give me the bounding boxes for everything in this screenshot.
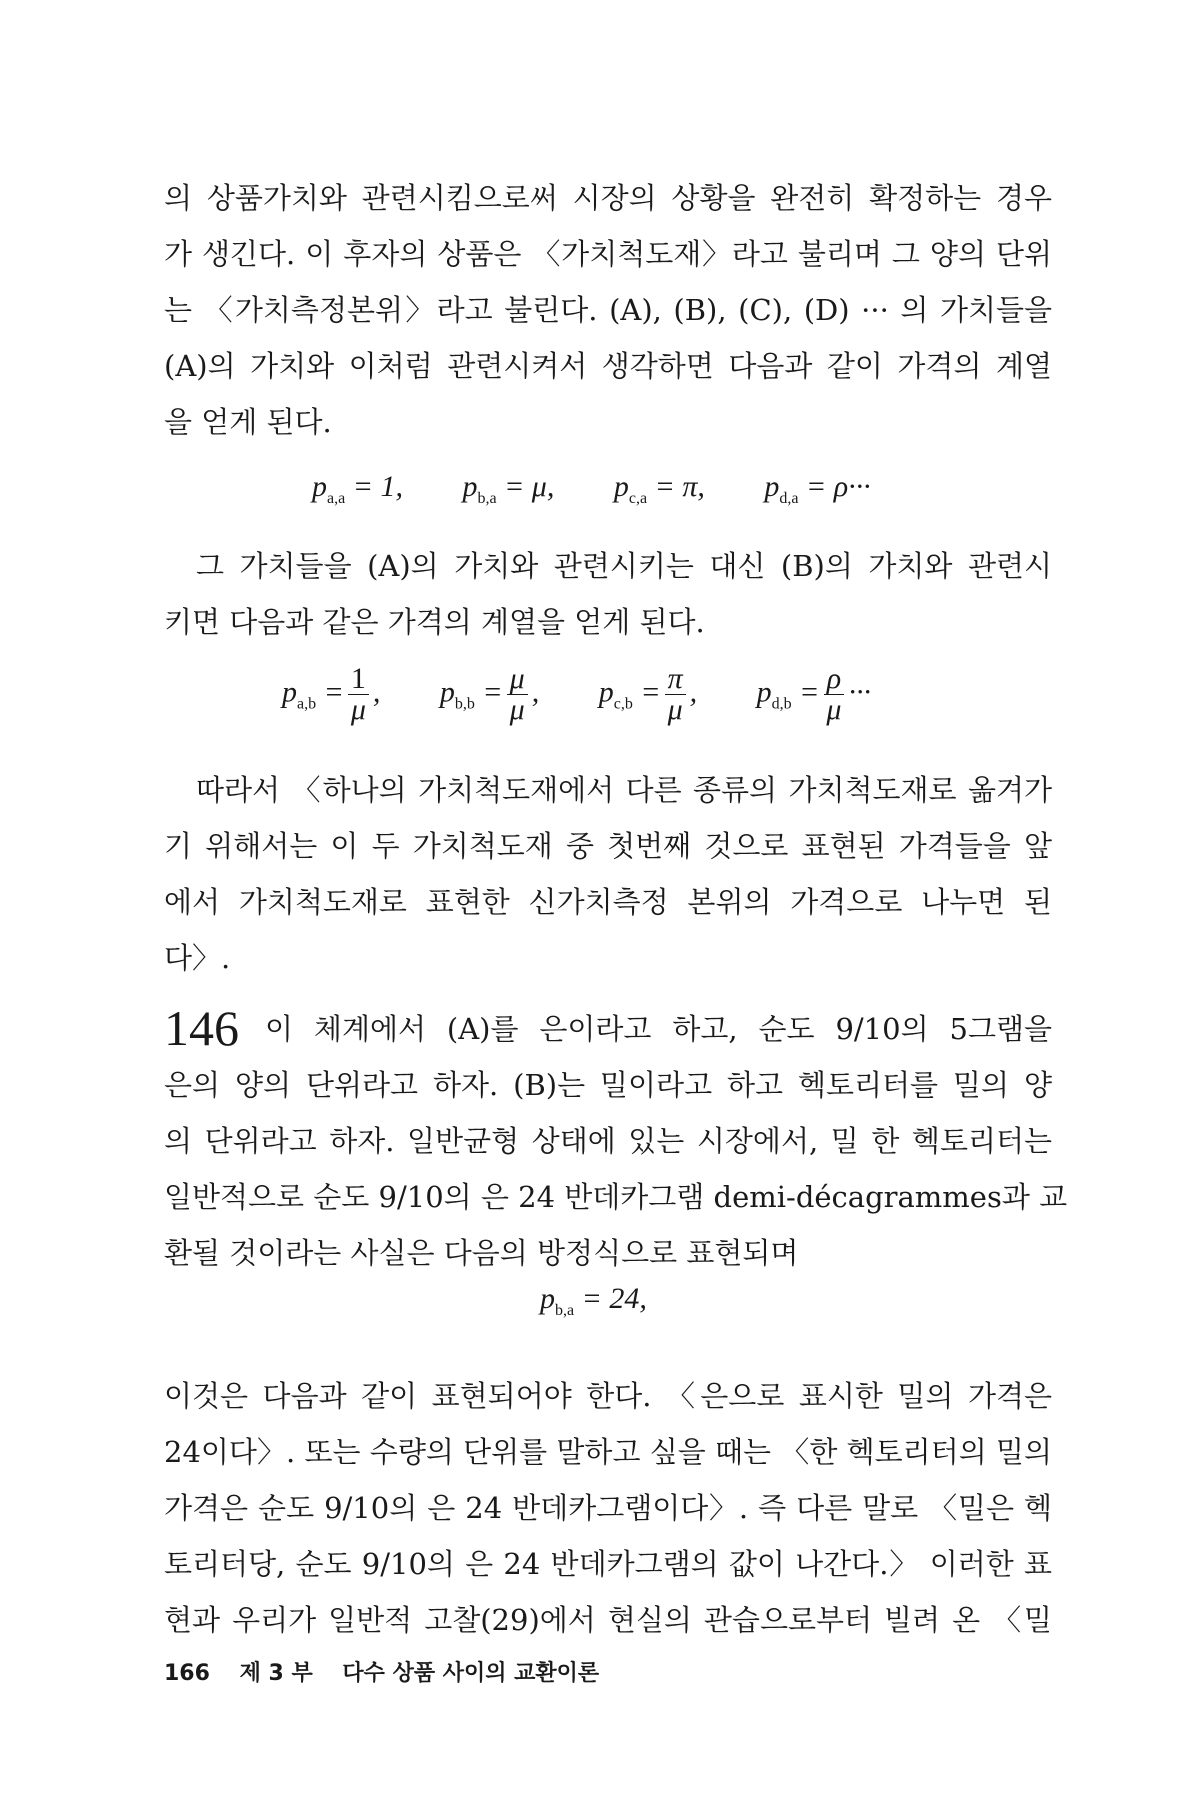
- text-line: 키면 다음과 같은 가격의 계열을 얻게 된다.: [164, 605, 705, 639]
- formula-term: $p_{a,b}$ = $\frac{1}{\mu}$ ,: [282, 662, 381, 726]
- section-146: [164, 1000, 1068, 1281]
- formula-term: $p_{d,a} = \rho\cdot\cdot\cdot$: [764, 470, 871, 507]
- text-line: 에서 가치척도재로 표현한 신가치측정 본위의 가격으로 나누면 된: [164, 885, 1052, 919]
- text-line: 24이다〉. 또는 수량의 단위를 말하고 싶을 때는 〈한 헥토리터의 밀의: [164, 1435, 1052, 1469]
- text-line: 현과 우리가 일반적 고찰(29)에서 현실의 관습으로부터 빌려 온 〈밀: [164, 1603, 1052, 1637]
- text-line: 가 생긴다. 이 후자의 상품은 〈가치척도재〉라고 불리며 그 양의 단위: [164, 237, 1052, 271]
- paragraph-3: [164, 762, 1052, 986]
- text-line: 일반적으로 순도 9/10의 은 24 반데카그램 demi-décagrammes과 교: [164, 1180, 1068, 1214]
- paragraph-4: [164, 1368, 1052, 1648]
- text-line: 는 〈가치측정본위〉라고 불린다. (A), (B), (C), (D) ··· 의 가치들을: [164, 293, 1052, 327]
- text-line: 따라서 〈하나의 가치척도재에서 다른 종류의 가치척도재로 옮겨가: [196, 773, 1052, 807]
- text-line: 토리터당, 순도 9/10의 은 24 반데카그램의 값이 나간다.〉 이러한 표: [164, 1547, 1052, 1581]
- text-line: 은의 양의 단위라고 하자. (B)는 밀이라고 하고 헥토리터를 밀의 양: [164, 1068, 1052, 1102]
- page-footer: [164, 1656, 621, 1687]
- formula-price-series-a: [312, 470, 871, 508]
- text-line: (A)의 가치와 이처럼 관련시켜서 생각하면 다음과 같이 가격의 계열: [164, 349, 1052, 383]
- text-line: 환될 것이라는 사실은 다음의 방정식으로 표현되며: [164, 1236, 799, 1270]
- page-number: 166: [164, 1661, 210, 1686]
- text-line: 을 얻게 된다.: [164, 405, 332, 439]
- paragraph-1: [164, 170, 1052, 450]
- paragraph-2: [164, 538, 1052, 650]
- formula-term: $p_{d,b}$ = $\frac{\rho}{\mu}$ ···: [756, 662, 871, 726]
- section-number: 146: [164, 1000, 239, 1056]
- text-line: 가격은 순도 9/10의 은 24 반데카그램이다〉. 즉 다른 말로 〈밀은 헥: [164, 1491, 1052, 1525]
- formula-term: $p_{a,a} = 1$,: [312, 470, 403, 507]
- formula-term: $p_{c,a} = \pi$,: [613, 470, 705, 507]
- part-label: 제 3 부: [239, 1661, 313, 1686]
- text-line: 다〉.: [164, 941, 231, 975]
- chapter-title: 다수 상품 사이의 교환이론: [342, 1661, 600, 1686]
- text-line: 기 위해서는 이 두 가치척도재 중 첫번째 것으로 표현된 가격들을 앞: [164, 829, 1052, 863]
- formula-wheat-price: $p_{b,a} = 24$,: [540, 1282, 647, 1319]
- text-line: 이것은 다음과 같이 표현되어야 한다. 〈은으로 표시한 밀의 가격은: [164, 1379, 1052, 1413]
- text-line: 그 가치들을 (A)의 가치와 관련시키는 대신 (B)의 가치와 관련시: [196, 549, 1052, 583]
- formula-price-series-b: [282, 664, 871, 725]
- formula-term: $p_{c,b}$ = $\frac{\pi}{\mu}$ ,: [598, 662, 698, 726]
- formula-term: $p_{b,a} = \mu$,: [462, 470, 555, 507]
- section-first-line: 146 이 체계에서 (A)를 은이라고 하고, 순도 9/10의 5그램을: [164, 1000, 1052, 1056]
- text-line: 의 상품가치와 관련시킴으로써 시장의 상황을 완전히 확정하는 경우: [164, 181, 1052, 215]
- formula-term: $p_{b,b}$ = $\frac{\mu}{\mu}$ ,: [439, 662, 540, 726]
- text-line: 의 단위라고 하자. 일반균형 상태에 있는 시장에서, 밀 한 헥토리터는: [164, 1124, 1052, 1158]
